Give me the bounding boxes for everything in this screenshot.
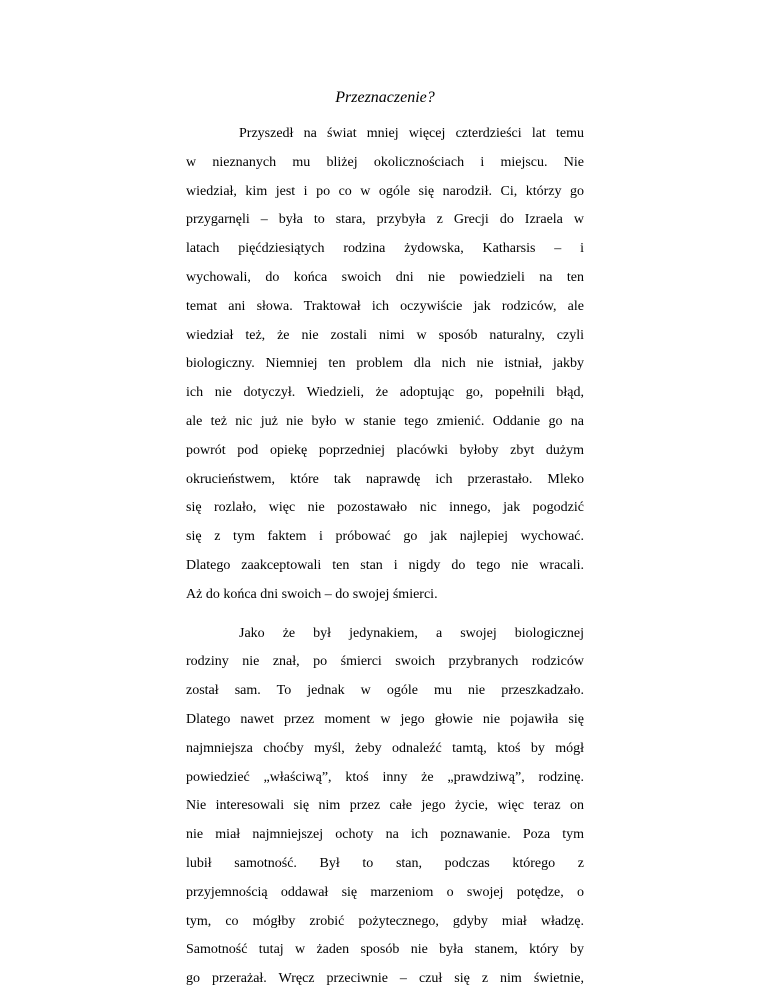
document-title: Przeznaczenie? <box>335 89 435 106</box>
paragraph-2 <box>186 620 584 994</box>
text-line: Aż do końca dni swoich – do swojej śmierci. <box>186 586 438 602</box>
text-line: został sam. To jednak w ogóle mu nie przeszkadzało. <box>186 683 584 699</box>
text-line: ale też nic już nie było w stanie tego zmienić. Oddanie go na <box>186 413 584 429</box>
document-page <box>186 84 584 994</box>
text-line: przygarnęli – była to stara, przybyła z Grecji do Izraela w <box>186 212 584 228</box>
text-line: wiedział też, że nie zostali nimi w sposób naturalny, czyli <box>186 327 584 343</box>
text-line: tym, co mógłby zrobić pożytecznego, gdyby miał władzę. <box>186 913 584 929</box>
text-line: go przerażał. Wręcz przeciwnie – czuł się z nim świetnie, <box>186 971 584 987</box>
text-line: biologiczny. Niemniej ten problem dla nich nie istniał, jakby <box>186 356 584 372</box>
text-line: powiedzieć „właściwą”, ktoś inny że „prawdziwą”, rodzinę. <box>186 769 584 785</box>
text-line: wiedział, kim jest i po co w ogóle się narodził. Ci, którzy go <box>186 183 584 199</box>
text-line: okrucieństwem, które tak naprawdę ich przerastało. Mleko <box>186 471 584 487</box>
text-line: nie miał najmniejszej ochoty na ich poznawanie. Poza tym <box>186 827 584 843</box>
text-line: latach pięćdziesiątych rodzina żydowska, Katharsis – i <box>186 241 584 257</box>
text-line: wychowali, do końca swoich dni nie powiedzieli na ten <box>186 269 584 285</box>
text-line: w nieznanych mu bliżej okolicznościach i miejscu. Nie <box>186 154 584 170</box>
text-line: Jako że był jedynakiem, a swojej biologicznej <box>239 625 584 641</box>
text-line: się z tym faktem i próbować go jak najlepiej wychować. <box>186 529 584 545</box>
text-line: przyjemnością oddawał się marzeniom o swojej potędze, o <box>186 884 584 900</box>
text-line: Samotność tutaj w żaden sposób nie była stanem, który by <box>186 942 584 958</box>
text-line: Dlatego zaakceptowali ten stan i nigdy do tego nie wracali. <box>186 557 584 573</box>
text-line: Przyszedł na świat mniej więcej czterdzieści lat temu <box>239 126 584 141</box>
text-line: ich nie dotyczył. Wiedzieli, że adoptując go, popełnili błąd, <box>186 385 584 401</box>
text-line: Nie interesowali się nim przez całe jego życie, więc teraz on <box>186 798 584 814</box>
text-line: Dlatego nawet przez moment w jego głowie nie pojawiła się <box>186 711 584 727</box>
text-line: temat ani słowa. Traktował ich oczywiście jak rodziców, ale <box>186 298 584 314</box>
paragraph-1 <box>186 120 584 610</box>
text-line: się rozlało, więc nie pozostawało nic innego, jak pogodzić <box>186 500 584 516</box>
text-line: najmniejsza choćby myśl, żeby odnaleźć tamtą, ktoś by mógł <box>186 740 584 756</box>
text-line: powrót pod opiekę poprzedniej placówki byłoby zbyt dużym <box>186 442 584 458</box>
text-line: rodziny nie znał, po śmierci swoich przybranych rodziców <box>186 654 584 670</box>
text-line: lubił samotność. Był to stan, podczas którego z <box>186 855 584 871</box>
